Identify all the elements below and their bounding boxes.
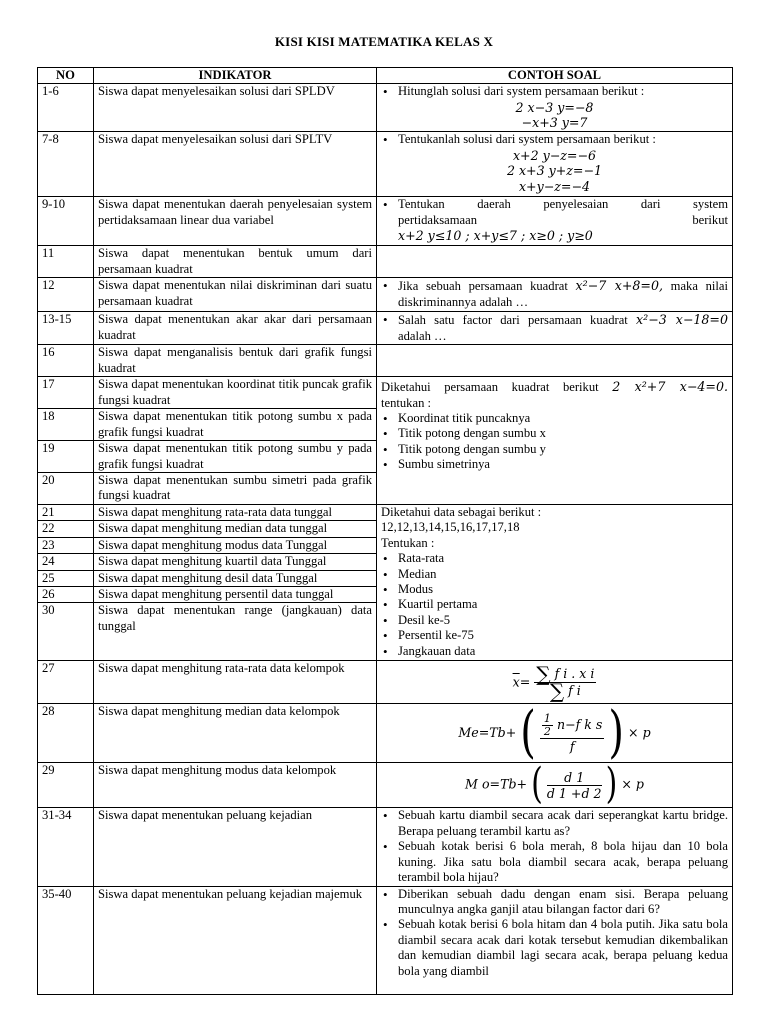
- half-fraction: [542, 713, 553, 738]
- row-contoh: [377, 278, 733, 312]
- row-no: 16: [38, 345, 94, 377]
- question-fragment: pertidaksamaan: [398, 212, 478, 227]
- formula-numerator: [540, 713, 604, 739]
- equation: x²−3 x−18=0: [635, 312, 728, 328]
- list-item: • Modus: [381, 582, 728, 597]
- question-item: • Diberikan sebuah dadu dengan enam sisi. Berapa peluang munculnya angka ganjil atau bilangan factor dari 6?: [381, 887, 728, 918]
- row-no: 24: [38, 554, 94, 570]
- row-indikator: Siswa dapat menentukan bentuk umum dari persamaan kuadrat: [94, 246, 377, 278]
- row-no: 19: [38, 441, 94, 473]
- row-indikator: Siswa dapat menghitung persentil data tunggal: [94, 587, 377, 603]
- paren-right: ): [605, 760, 618, 810]
- question-item: [381, 312, 728, 344]
- sigma-symbol: ∑: [549, 678, 565, 703]
- formula-fraction: [534, 661, 596, 703]
- row-indikator: Siswa dapat menghitung kuartil data Tunggal: [94, 554, 377, 570]
- row-indikator: Siswa dapat menghitung desil data Tunggal: [94, 570, 377, 586]
- row-no: 26: [38, 587, 94, 603]
- header-no: NO: [38, 68, 94, 84]
- numerator-text: n−f k s: [556, 716, 603, 732]
- question-fragment: Salah satu factor dari persamaan kuadrat: [398, 313, 628, 328]
- equation: 2 x−3 y=−8: [515, 99, 594, 115]
- formula-lhs: M o=Tb+: [465, 776, 528, 792]
- sigma-symbol: ∑: [536, 661, 551, 686]
- data-values: 12,12,13,14,15,16,17,17,18: [381, 520, 520, 535]
- header-indikator: INDIKATOR: [94, 68, 377, 84]
- formula-lhs: $\overline{x}$: [512, 673, 520, 689]
- inequality: x+2 y≤10 ; x+y≤7 ; x≥0 ; y≥0: [398, 228, 593, 244]
- row-indikator: Siswa dapat menghitung rata-rata data kelompok: [94, 661, 377, 704]
- row-contoh: [377, 886, 733, 994]
- equation: x+y−z=−4: [518, 178, 591, 194]
- numerator-text: f i . x i: [554, 665, 595, 681]
- tentukan-label: Tentukan :: [381, 535, 435, 550]
- formula-mean-kelompok: [377, 661, 733, 704]
- row-indikator: Siswa dapat menentukan peluang kejadian: [94, 808, 377, 886]
- table-header-row: [38, 68, 733, 84]
- formula-numerator: [534, 661, 596, 686]
- document-title: KISI KISI MATEMATIKA KELAS X: [274, 34, 494, 49]
- row-indikator: Siswa dapat menentukan daerah penyelesaian system pertidaksamaan linear dua variabel: [94, 197, 377, 246]
- tentukan-label: tentukan :: [381, 395, 432, 410]
- row-no: 23: [38, 537, 94, 553]
- table-row: [38, 886, 733, 994]
- row-no: 31-34: [38, 808, 94, 886]
- question-line: • Tentukan daerah penyelesaian dari system: [398, 197, 728, 212]
- row-no: 29: [38, 763, 94, 808]
- row-indikator: Siswa dapat menyelesaikan solusi dari SPLTV: [94, 132, 377, 197]
- list-item: • Jangkauan data: [381, 644, 728, 659]
- row-indikator: Siswa dapat menghitung modus data Tunggal: [94, 537, 377, 553]
- row-no: 20: [38, 473, 94, 505]
- table-row: [38, 661, 733, 704]
- row-contoh: [377, 808, 733, 886]
- row-contoh: [377, 246, 733, 278]
- row-contoh: [377, 197, 733, 246]
- equation: x+2 y−z=−6: [512, 147, 597, 163]
- paren-left: (: [531, 760, 543, 810]
- row-no: 9-10: [38, 197, 94, 246]
- formula-lhs: Me=Tb+: [458, 724, 517, 740]
- table-row: [38, 246, 733, 278]
- table-row: [38, 312, 733, 345]
- row-indikator: Siswa dapat menghitung median data tunggal: [94, 521, 377, 537]
- row-indikator: Siswa dapat menghitung median data kelompok: [94, 704, 377, 763]
- row-no: 28: [38, 704, 94, 763]
- row-indikator: Siswa dapat menentukan peluang kejadian majemuk: [94, 886, 377, 994]
- question-item: • Tentukanlah solusi dari system persamaan berikut :: [381, 132, 728, 147]
- row-contoh: [377, 377, 733, 505]
- half-num: 1: [543, 711, 551, 725]
- row-no: 17: [38, 377, 94, 409]
- question-item: • Sebuah kotak berisi 6 bola merah, 8 bola hijau dan 10 bola kuning. Jika satu bola diambil secara acak, berapa peluang terambil bola hijau?: [381, 839, 728, 885]
- list-item: • Persentil ke-75: [381, 628, 728, 643]
- row-no: 27: [38, 661, 94, 704]
- table-row: [38, 132, 733, 197]
- question-fragment: adalah …: [398, 328, 447, 343]
- table-row: [38, 345, 733, 377]
- paren-left: (: [520, 701, 536, 766]
- data-intro: Diketahui data sebagai berikut :: [381, 505, 542, 520]
- table-row: [38, 808, 733, 886]
- row-contoh: [377, 345, 733, 377]
- row-no: 7-8: [38, 132, 94, 197]
- formula-equals: =: [519, 673, 531, 689]
- row-indikator: Siswa dapat menentukan nilai diskriminan dari suatu persamaan kuadrat: [94, 278, 377, 312]
- question-item: [381, 197, 728, 243]
- row-indikator: Siswa dapat menentukan sumbu simetri pada grafik fungsi kuadrat: [94, 473, 377, 505]
- question-fragment: Jika sebuah persamaan kuadrat: [398, 279, 568, 294]
- question-fragment: berikut: [692, 212, 728, 227]
- formula-fraction: [540, 713, 604, 754]
- list-item: • Median: [381, 567, 728, 582]
- formula-times: × p: [621, 776, 644, 792]
- row-no: 21: [38, 505, 94, 521]
- row-indikator: Siswa dapat menentukan titik potong sumbu x pada grafik fungsi kuadrat: [94, 409, 377, 441]
- list-item: • Titik potong dengan sumbu y: [381, 442, 728, 457]
- question-item: • Hitunglah solusi dari system persamaan berikut :: [381, 84, 728, 99]
- question-line: [398, 213, 728, 228]
- row-no: 35-40: [38, 886, 94, 994]
- kisi-kisi-table: [37, 67, 733, 995]
- row-no: 30: [38, 603, 94, 661]
- row-no: 11: [38, 246, 94, 278]
- row-no: 18: [38, 409, 94, 441]
- list-item: • Kuartil pertama: [381, 597, 728, 612]
- header-contoh-soal: CONTOH SOAL: [377, 68, 733, 84]
- question-fragment: maka nilai diskriminannya adalah …: [398, 279, 728, 309]
- formula-fraction: [547, 770, 602, 802]
- row-contoh: [377, 84, 733, 132]
- row-contoh: [377, 505, 733, 661]
- question-item: • Sebuah kartu diambil secara acak dari seperangkat kartu bridge. Berapa peluang terambil kartu as?: [381, 808, 728, 839]
- equation: x²−7 x+8=0,: [575, 278, 663, 294]
- row-no: 12: [38, 278, 94, 312]
- row-indikator: Siswa dapat menganalisis bentuk dari grafik fungsi kuadrat: [94, 345, 377, 377]
- paren-right: ): [608, 701, 624, 766]
- table-row: [38, 84, 733, 132]
- question-fragment: Diketahui persamaan kuadrat berikut: [381, 380, 599, 395]
- row-indikator: Siswa dapat menentukan koordinat titik puncak grafik fungsi kuadrat: [94, 377, 377, 409]
- formula-numerator: d 1: [547, 770, 602, 786]
- row-indikator: Siswa dapat menentukan titik potong sumbu y pada grafik fungsi kuadrat: [94, 441, 377, 473]
- row-contoh: [377, 312, 733, 345]
- equation: 2 x+3 y+z=−1: [506, 163, 603, 179]
- table-row: [38, 197, 733, 246]
- list-item: • Rata-rata: [381, 551, 728, 566]
- row-contoh: [377, 132, 733, 197]
- table-row: [38, 278, 733, 312]
- formula-times: × p: [628, 724, 651, 740]
- denominator-text: f i: [568, 682, 581, 698]
- row-no: 13-15: [38, 312, 94, 345]
- row-no: 25: [38, 570, 94, 586]
- half-den: 2: [543, 724, 551, 738]
- row-indikator: Siswa dapat menentukan range (jangkauan) data tunggal: [94, 603, 377, 661]
- list-item: • Sumbu simetrinya: [381, 457, 728, 472]
- formula-denominator: f: [569, 738, 575, 754]
- list-item: • Desil ke-5: [381, 613, 728, 628]
- row-indikator: Siswa dapat menyelesaikan solusi dari SPLDV: [94, 84, 377, 132]
- equation: −x+3 y=7: [521, 115, 588, 131]
- list-item: • Titik potong dengan sumbu x: [381, 426, 728, 441]
- equation: 2 x²+7 x−4=0.: [612, 379, 728, 395]
- row-no: 1-6: [38, 84, 94, 132]
- list-item: • Koordinat titik puncaknya: [381, 411, 728, 426]
- formula-denominator: d 1 +d 2: [546, 785, 602, 801]
- formula-modus-kelompok: [377, 760, 733, 810]
- table-row: [38, 704, 733, 763]
- table-row: [38, 377, 733, 409]
- table-row: [38, 763, 733, 808]
- formula-median-kelompok: [377, 701, 733, 766]
- row-no: 22: [38, 521, 94, 537]
- row-indikator: Siswa dapat menghitung modus data kelompok: [94, 763, 377, 808]
- row-indikator: Siswa dapat menghitung rata-rata data tunggal: [94, 505, 377, 521]
- question-line: [381, 379, 728, 395]
- table-row: [38, 505, 733, 521]
- row-indikator: Siswa dapat menentukan akar akar dari persamaan kuadrat: [94, 312, 377, 345]
- question-item: • Sebuah kotak berisi 6 bola hitam dan 4 bola putih. Jika satu bola diambil secara acak dari kotak tersebut kemudian dikembalikan dan kemudian diambil lagi secara acak, berapa peluang kedua bola yang diambil: [381, 917, 728, 979]
- question-item: [381, 278, 728, 310]
